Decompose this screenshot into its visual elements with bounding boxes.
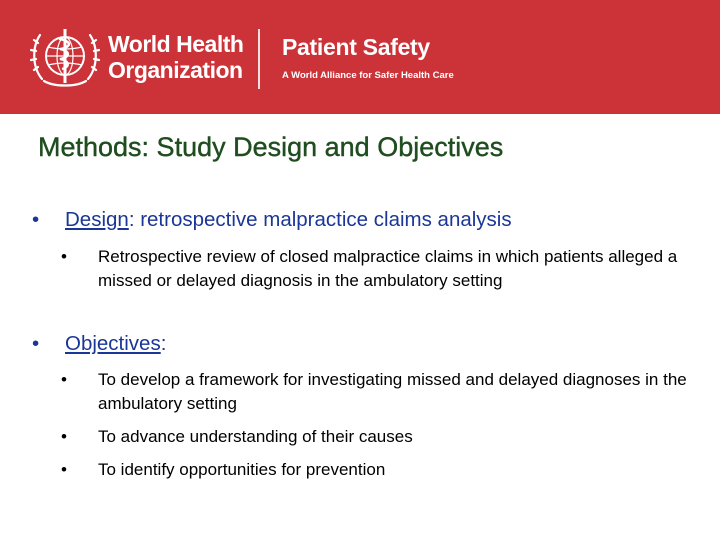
bullet-marker: • [32, 208, 40, 231]
sub-bullet-marker: • [61, 460, 67, 479]
bullet-marker: • [32, 332, 40, 355]
program-subtitle: A World Alliance for Safer Health Care [282, 70, 454, 81]
bullet-text [65, 332, 166, 356]
objectives-label: Objectives [65, 332, 161, 355]
sub-bullet-marker: • [61, 370, 67, 389]
sub-bullet-marker: • [61, 427, 67, 446]
org-line-2: Organization [108, 57, 243, 83]
header-divider [258, 29, 260, 89]
design-label: Design [65, 208, 129, 231]
who-emblem-icon [30, 25, 100, 89]
sub-bullet-text: To identify opportunities for prevention [98, 460, 386, 479]
sub-bullet-text: To develop a framework for investigating missed and delayed diagnoses in the ambulatory setting [98, 370, 687, 413]
slide-title: Methods: Study Design and Objectives [38, 132, 504, 162]
bullet-text [65, 208, 512, 232]
design-rest: : retrospective malpractice claims analysis [128, 208, 512, 231]
program-title: Patient Safety [282, 34, 430, 60]
sub-bullet-text: Retrospective review of closed malpractice claims in which patients alleged a missed or delayed diagnosis in the ambulatory setting [98, 247, 678, 290]
sub-bullet-marker: • [61, 247, 67, 266]
objectives-rest: : [160, 332, 167, 355]
org-line-1: World Health [108, 31, 244, 57]
header-banner [0, 0, 720, 114]
sub-bullet-text: To advance understanding of their causes [98, 427, 413, 446]
organization-name [108, 31, 243, 83]
